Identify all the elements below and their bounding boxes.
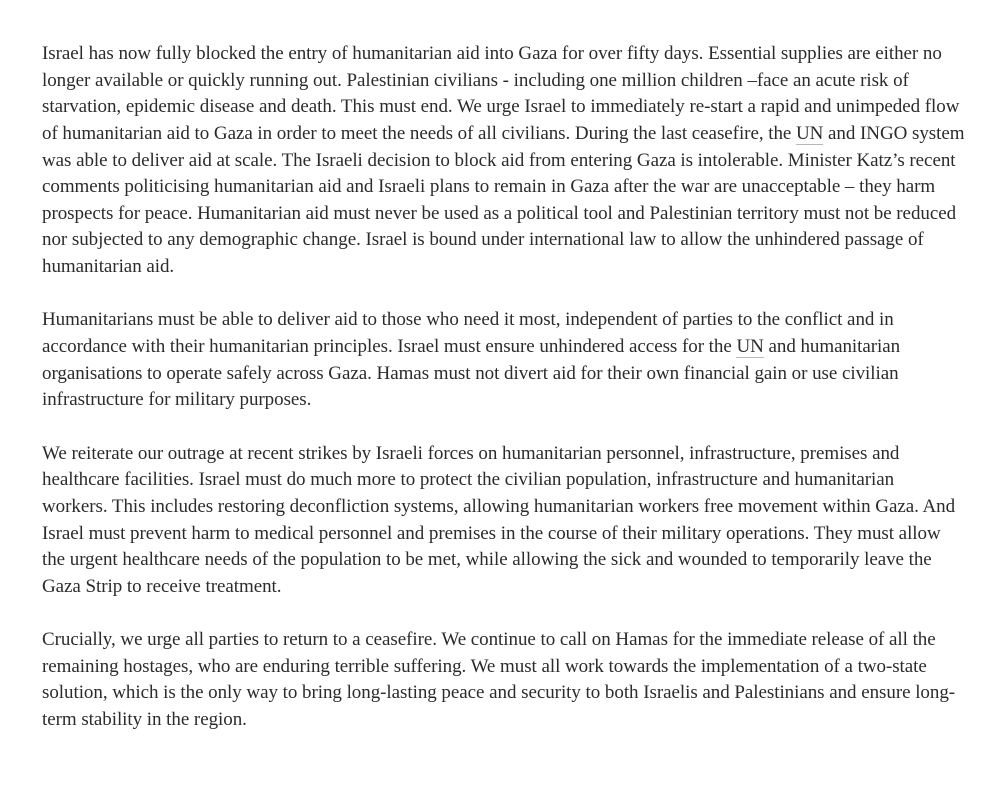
text-line: humanitarian aid.: [42, 256, 175, 278]
text-segment: of humanitarian aid to Gaza in order to meet the needs of all civilians. During the last ceasefire, the: [42, 122, 796, 144]
text-line: Israel must prevent harm to medical personnel and premises in the course of their military operations. They must allow: [42, 522, 941, 544]
paragraph-ceasefire: [42, 627, 962, 734]
paragraph-aid-blockade: [42, 41, 965, 281]
text-line: [42, 334, 962, 361]
text-line: [42, 121, 965, 148]
text-line: infrastructure for military purposes.: [42, 389, 312, 411]
text-line: workers. This includes restoring deconfliction systems, allowing humanitarian workers free movement within Gaza. And: [42, 495, 956, 517]
text-segment: and humanitarian: [763, 336, 901, 358]
text-line: the urgent healthcare needs of the population to be met, while allowing the sick and wounded to temporarily leave the: [42, 549, 932, 571]
text-line: organisations to operate safely across Gaza. Hamas must not divert aid for their own financial gain or use civilian: [42, 362, 899, 384]
text-line: starvation, epidemic disease and death. This must end. We urge Israel to immediately re-start a rapid and unimpeded flow: [42, 96, 960, 118]
text-line: Gaza Strip to receive treatment.: [42, 575, 282, 597]
text-line: We reiterate our outrage at recent strikes by Israeli forces on humanitarian personnel, infrastructure, premises and: [42, 442, 900, 464]
text-line: term stability in the region.: [42, 709, 247, 731]
text-line: comments politicising humanitarian aid and Israeli plans to remain in Gaza after the war are unacceptable – they harm: [42, 176, 936, 198]
text-line: Humanitarians must be able to deliver aid to those who need it most, independent of parties to the conflict and in: [42, 309, 894, 331]
article-body: [42, 41, 965, 760]
text-segment: and INGO system: [823, 122, 965, 144]
abbr-un[interactable]: UN: [796, 122, 824, 144]
text-line: healthcare facilities. Israel must do much more to protect the civilian population, infrastructure and humanitarian: [42, 469, 895, 491]
text-line: was able to deliver aid at scale. The Israeli decision to block aid from entering Gaza is intolerable. Minister Katz’s recent: [42, 149, 956, 171]
text-line: remaining hostages, who are enduring terrible suffering. We must all work towards the implementation of a two-state: [42, 655, 927, 677]
paragraph-humanitarian-access: [42, 307, 962, 414]
text-line: Israel has now fully blocked the entry of humanitarian aid into Gaza for over fifty days. Essential supplies are either no: [42, 43, 942, 64]
text-segment: accordance with their humanitarian principles. Israel must ensure unhindered access for the: [42, 336, 737, 358]
text-line: Crucially, we urge all parties to return to a ceasefire. We continue to call on Hamas for the immediate release of all the: [42, 629, 936, 651]
text-line: prospects for peace. Humanitarian aid must never be used as a political tool and Palestinian territory must not be reduced: [42, 202, 957, 224]
abbr-un[interactable]: UN: [736, 336, 764, 358]
text-line: solution, which is the only way to bring long-lasting peace and security to both Israelis and Palestinians and ensure long-: [42, 682, 956, 704]
text-line: nor subjected to any demographic change. Israel is bound under international law to allow the unhindered passage of: [42, 229, 924, 251]
paragraph-strikes-outrage: [42, 441, 962, 601]
text-line: longer available or quickly running out. Palestinian civilians - including one million children –face an acute risk of: [42, 69, 909, 91]
